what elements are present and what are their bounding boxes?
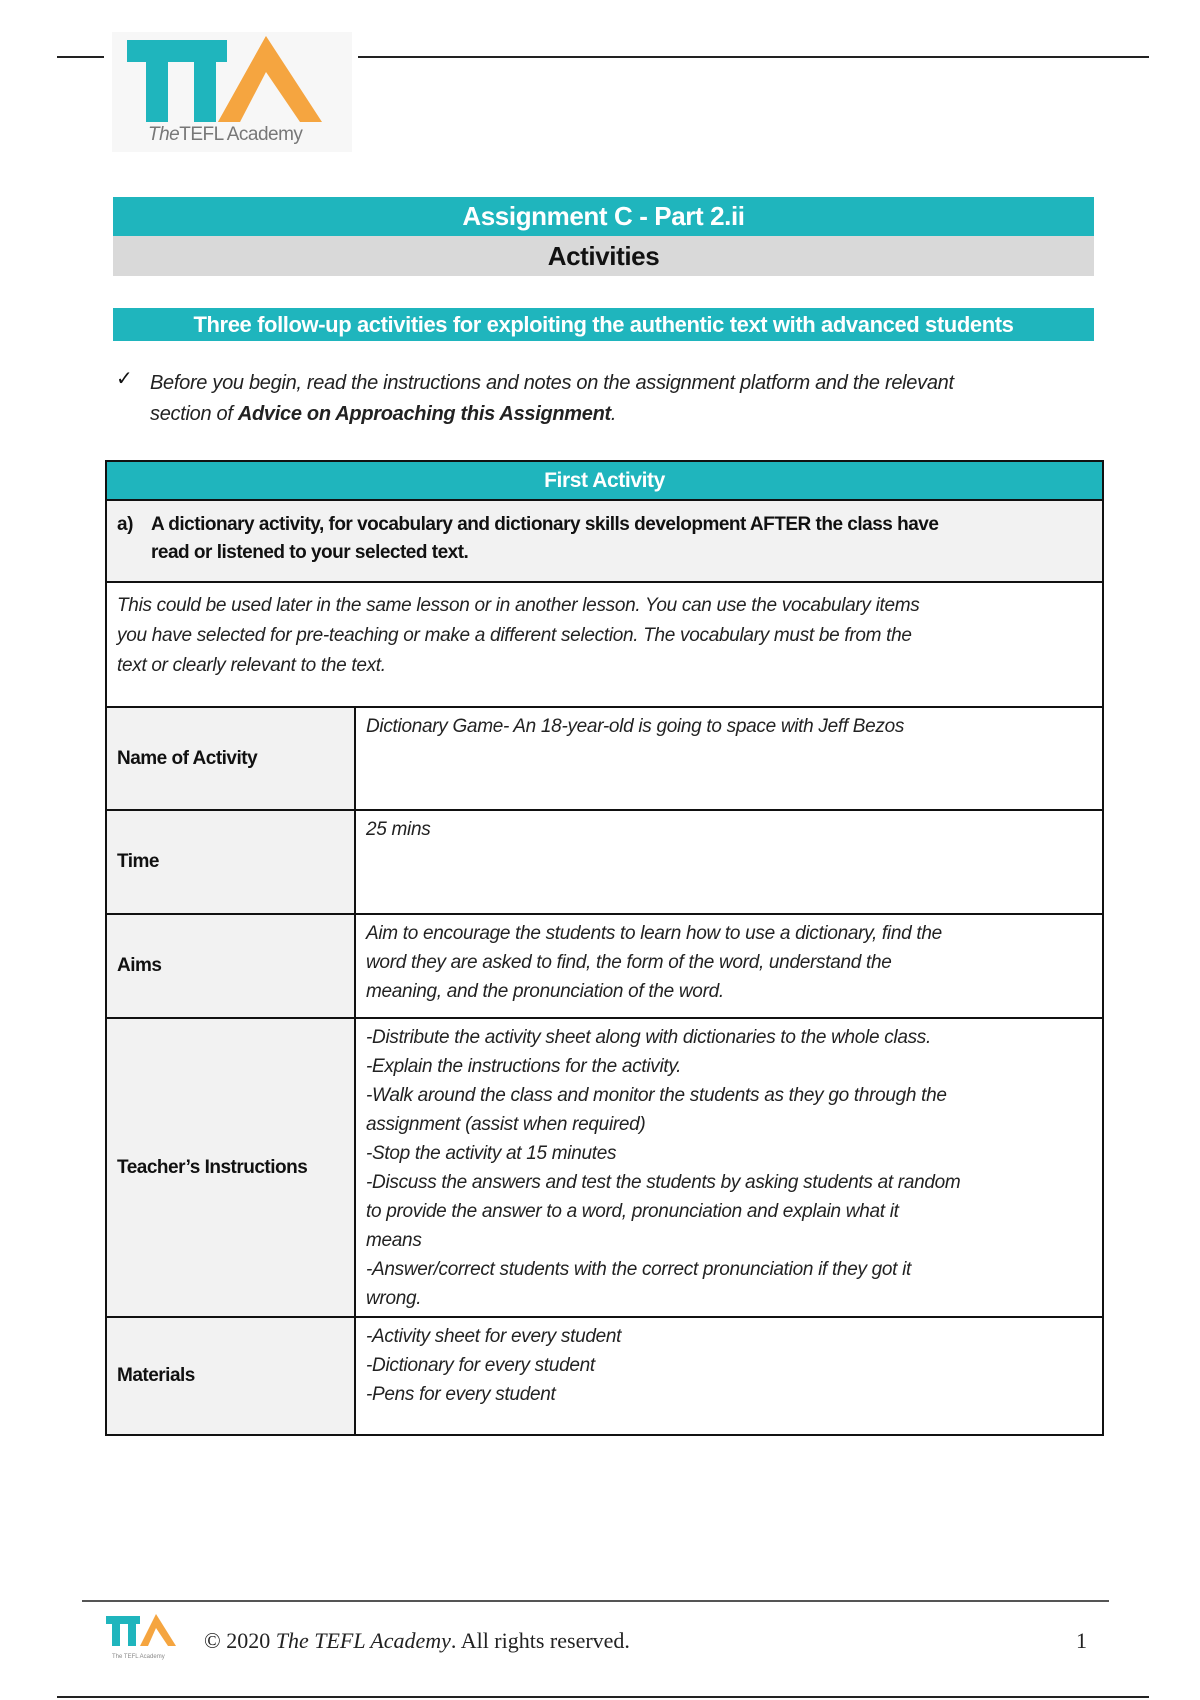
task-line: read or listened to your selected text. [151, 542, 469, 563]
intro-text [107, 583, 1102, 708]
checkmark-icon: ✓ [116, 368, 133, 390]
task-description [107, 501, 1102, 583]
svg-text:The TEFL Academy: The TEFL Academy [112, 1654, 165, 1660]
footer-logo [104, 1614, 182, 1667]
table-row-aims [107, 915, 1102, 1019]
intro-line: you have selected for pre-teaching or make a different selection. The vocabulary must be from the [117, 625, 912, 646]
page-subtitle: Activities [113, 236, 1094, 276]
page-title: Assignment C - Part 2.ii [113, 197, 1094, 236]
instruction-note [150, 368, 954, 430]
task-line: A dictionary activity, for vocabulary and dictionary skills development AFTER the class have [151, 514, 939, 535]
row-value: 25 mins [366, 819, 431, 840]
row-label: Time [107, 811, 356, 913]
table-row-materials [107, 1318, 1102, 1434]
row-value: -Activity sheet for every student -Dictionary for every student -Pens for every student [366, 1326, 622, 1405]
copyright-notice: © 2020 The TEFL Academy. All rights reserved. [204, 1628, 630, 1653]
row-value: Aim to encourage the students to learn how to use a dictionary, find the word they are asked to find, the form of the word, understand the meaning, and the pronunciation of the word. [366, 923, 942, 1002]
task-marker: a) [117, 514, 133, 535]
advice-reference: Advice on Approaching this Assignment [237, 403, 611, 425]
note-line: Before you begin, read the instructions and notes on the assignment platform and the relevant [150, 372, 954, 394]
row-label: Aims [107, 915, 356, 1017]
row-value: -Distribute the activity sheet along with dictionaries to the whole class. -Explain the instructions for the activity. -Walk around the class and monitor the students as they go through the assignment (assist when required) -Stop the activity at 15 minutes -Discuss the answers and test the students by asking students at random to provide the answer to a word, pronunciation and explain what it means -Answer/correct students with the correct pronunciation if they got it wrong. [366, 1027, 961, 1309]
intro-line: text or clearly relevant to the text. [117, 655, 386, 676]
row-label: Name of Activity [107, 708, 356, 809]
logo-text: TheTEFL Academy [148, 124, 303, 145]
table-row-teachers-instructions [107, 1019, 1102, 1318]
bottom-rule [57, 1696, 1149, 1698]
header-rule-right [358, 56, 1149, 58]
table-row-name-of-activity [107, 708, 1102, 811]
section-banner: Three follow-up activities for exploiting the authentic text with advanced students [113, 308, 1094, 341]
activity-table [105, 460, 1104, 1436]
header-rule-left [57, 56, 104, 58]
note-line: section of Advice on Approaching this Assignment. [150, 403, 617, 425]
table-row-time [107, 811, 1102, 915]
tefl-academy-logo [112, 32, 352, 152]
tta-logo-small-icon [104, 1614, 182, 1662]
footer-rule [82, 1600, 1109, 1602]
page-number: 1 [1076, 1628, 1087, 1653]
table-heading: First Activity [107, 462, 1102, 501]
row-value: Dictionary Game- An 18-year-old is going to space with Jeff Bezos [366, 716, 905, 737]
row-label: Materials [107, 1318, 356, 1434]
intro-line: This could be used later in the same lesson or in another lesson. You can use the vocabulary items [117, 595, 920, 616]
row-label: Teacher’s Instructions [107, 1019, 356, 1316]
